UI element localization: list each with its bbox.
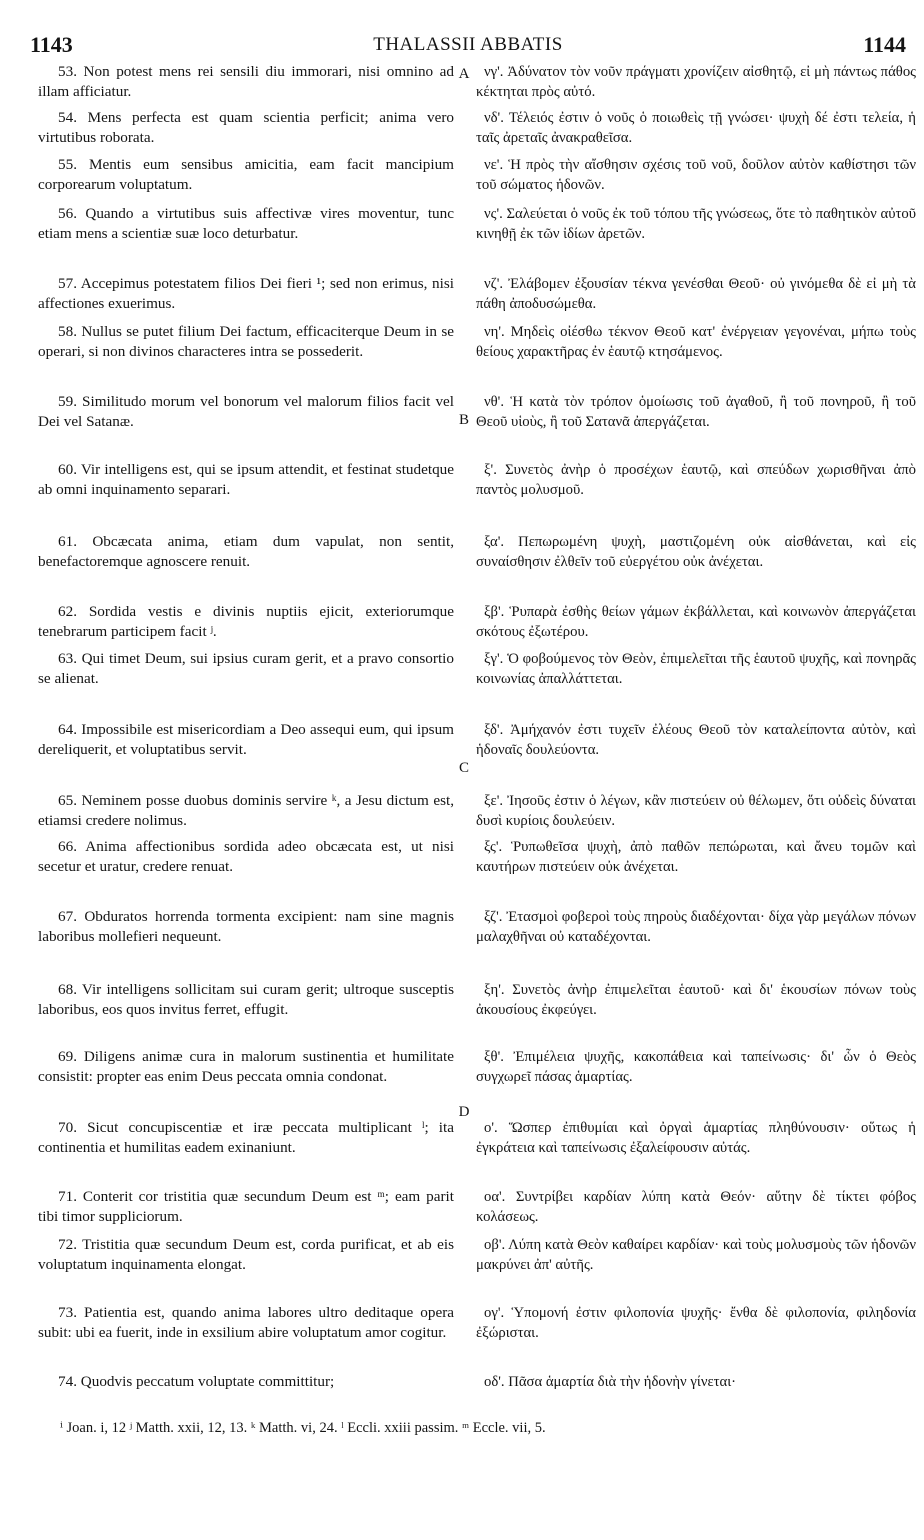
- greek-paragraph-68: ξη'. Συνετὸς ἀνὴρ ἐπιμελεῖται ἑαυτοῦ· καὶ δι' ἑκουσίων πόνων τοὺς ἀκουσίους ἐκφεύγει.: [476, 982, 916, 1019]
- running-title: THALASSII ABBATIS: [373, 34, 563, 55]
- greek-paragraph-55: νε'. Ἡ πρὸς τὴν αἴσθησιν σχέσις τοῦ νοῦ, δοῦλον αὐτὸν καθίστησι τῶν τοῦ σώματος ἡδονῶν.: [476, 157, 916, 194]
- greek-paragraph-62: ξβ'. Ῥυπαρὰ ἐσθὴς θείων γάμων ἐκβάλλεται, καὶ κοινωνὸν ἀπεργάζεται σκότους ἐξωτέρου.: [476, 604, 916, 641]
- latin-paragraph-56: 56. Quando a virtutibus suis affectivæ vires moventur, tunc etiam mens a scientiæ suæ loco deturbatur.: [38, 205, 454, 243]
- latin-paragraph-63: 63. Qui timet Deum, sui ipsius curam gerit, et a pravo consortio se alienat.: [38, 650, 454, 688]
- greek-paragraph-61: ξα'. Πεπωρωμένη ψυχὴ, μαστιζομένη οὐκ αἰσθάνεται, καὶ εἰς συναίσθησιν ἐλθεῖν τοῦ εὐεργέτου οὐκ ἀνέχεται.: [476, 534, 916, 571]
- latin-paragraph-72: 72. Tristitia quæ secundum Deum est, corda purificat, et ab eis voluptatum inquinamenta elongat.: [38, 1236, 454, 1274]
- latin-paragraph-73: 73. Patientia est, quando anima labores ultro deditaque opera subit: ubi ea fuerit, inde in exsilium abire voluptatum amor cogitur.: [38, 1304, 454, 1342]
- margin-letter-c: C: [458, 760, 469, 776]
- page-number-right: 1144: [863, 32, 906, 57]
- greek-paragraph-70: ο'. Ὥσπερ ἐπιθυμίαι καὶ ὀργαὶ ἁμαρτίας πληθύνουσιν· οὕτως ἡ ἐγκράτεια καὶ ταπείνωσις ἐξαλείφουσιν αὐτάς.: [476, 1120, 916, 1157]
- latin-paragraph-53: 53. Non potest mens rei sensili diu immorari, nisi omnino ad illam afficiatur.: [38, 63, 454, 101]
- greek-paragraph-53: νγ'. Ἀδύνατον τὸν νοῦν πράγματι χρονίζειν αἰσθητῷ, εἰ μὴ πάντως πάθος κέκτηται πρὸς αὐτό.: [476, 64, 916, 101]
- greek-paragraph-74: οδ'. Πᾶσα ἁμαρτία διὰ τὴν ἡδονὴν γίνεται·: [484, 1374, 737, 1390]
- margin-letter-a: A: [458, 66, 470, 82]
- greek-paragraph-64: ξδ'. Ἀμήχανόν ἐστι τυχεῖν ἐλέους Θεοῦ τὸν καταλείποντα αὐτὸν, καὶ ἡδοναῖς δουλεύοντα.: [476, 722, 916, 759]
- latin-paragraph-68: 68. Vir intelligens sollicitam sui curam gerit; ultroque susceptis laboribus, eos quos invitus ferret, effugit.: [38, 981, 454, 1019]
- latin-paragraph-58: 58. Nullus se putet filium Dei factum, efficaciterque Deum in se operari, si non divinos characteres intra se possederit.: [38, 323, 454, 361]
- latin-paragraph-61: 61. Obcæcata anima, etiam dum vapulat, non sentit, benefactoremque agnoscere renuit.: [38, 533, 454, 571]
- latin-paragraph-74: 74. Quodvis peccatum voluptate committitur;: [58, 1373, 335, 1390]
- margin-letter-b: B: [458, 412, 469, 428]
- latin-paragraph-60: 60. Vir intelligens est, qui se ipsum attendit, et festinat studetque ab omni inquinamento separari.: [38, 461, 454, 499]
- latin-paragraph-65: 65. Neminem posse duobus dominis servire ᵏ, a Jesu dictum est, etiamsi credere nolimus.: [38, 792, 454, 830]
- greek-paragraph-72: οβ'. Λύπη κατὰ Θεὸν καθαίρει καρδίαν· καὶ τοὺς μολυσμοὺς τῶν ἡδονῶν μακρύνει ἀπ' αὐτῆς.: [476, 1237, 916, 1274]
- page-number-left: 1143: [30, 32, 73, 57]
- greek-paragraph-59: νθ'. Ἡ κατὰ τὸν τρόπον ὁμοίωσις τοῦ ἀγαθοῦ, ἢ τοῦ πονηροῦ, ἢ τοῦ Θεοῦ υἱοὺς, ἢ τοῦ Σατανᾶ ἀπεργάζεται.: [476, 394, 916, 431]
- latin-paragraph-59: 59. Similitudo morum vel bonorum vel malorum filios facit vel Dei vel Satanæ.: [38, 393, 454, 431]
- greek-paragraph-66: ξς'. Ῥυπωθεῖσα ψυχὴ, ἀπὸ παθῶν πεπώρωται, καὶ ἄνευ τομῶν καὶ καυτήρων πιστεύειν οὐκ ἀνέχεται.: [476, 839, 916, 876]
- page-header: [30, 32, 906, 62]
- margin-letter-d: D: [458, 1104, 470, 1120]
- greek-paragraph-71: οα'. Συντρίβει καρδίαν λύπη κατὰ Θεόν· αὕτην δὲ τίκτει φόβος κολάσεως.: [476, 1189, 916, 1226]
- latin-paragraph-62: 62. Sordida vestis e divinis nuptiis ejicit, exteriorumque tenebrarum participem facit ʲ.: [38, 603, 454, 641]
- greek-paragraph-57: νζ'. Ἐλάβομεν ἐξουσίαν τέκνα γενέσθαι Θεοῦ· οὐ γινόμεθα δὲ εἰ μὴ τὰ πάθη ἀποδυσώμεθα.: [476, 276, 916, 313]
- greek-paragraph-63: ξγ'. Ὁ φοβούμενος τὸν Θεὸν, ἐπιμελεῖται τῆς ἑαυτοῦ ψυχῆς, καὶ πονηρᾶς κοινωνίας ἀπαλλάττεται.: [476, 651, 916, 688]
- greek-paragraph-58: νη'. Μηδεὶς οἰέσθω τέκνον Θεοῦ κατ' ἐνέργειαν γεγονέναι, μήπω τοὺς θείους χαρακτῆρας ἐν ἑαυτῷ κτησάμενος.: [476, 324, 916, 361]
- latin-paragraph-71: 71. Conterit cor tristitia quæ secundum Deum est ᵐ; eam parit tibi timor suppliciorum.: [38, 1188, 454, 1226]
- latin-paragraph-64: 64. Impossibile est misericordiam a Deo assequi eum, qui ipsum dereliquerit, et voluptatibus servit.: [38, 721, 454, 759]
- latin-paragraph-57: 57. Accepimus potestatem filios Dei fieri ¹; sed non erimus, nisi affectiones exuerimus.: [38, 275, 454, 313]
- latin-paragraph-54: 54. Mens perfecta est quam scientia perficit; anima vero virtutibus roborata.: [38, 109, 454, 147]
- latin-paragraph-55: 55. Mentis eum sensibus amicitia, eam facit mancipium corporearum voluptatum.: [38, 156, 454, 194]
- greek-paragraph-67: ξζ'. Ἐτασμοὶ φοβεροὶ τοὺς πηροὺς διαδέχονται· δίχα γὰρ μεγάλων πόνων μαλαχθῆναι οὐ καταδέχονται.: [476, 909, 916, 946]
- latin-paragraph-69: 69. Diligens animæ cura in malorum sustinentia et humilitate consistit: propter eas enim Deus peccata omnia condonat.: [38, 1048, 454, 1086]
- greek-paragraph-54: νδ'. Τέλειός ἐστιν ὁ νοῦς ὁ ποιωθεὶς τῇ γνώσει· ψυχὴ δέ ἐστι τελεία, ἡ ταῖς ἀρεταῖς ἀνακραθεῖσα.: [476, 110, 916, 147]
- greek-paragraph-65: ξε'. Ἰησοῦς ἐστιν ὁ λέγων, κἂν πιστεύειν οὐ θέλωμεν, ὅτι οὐδεὶς δύναται δυσὶ κυρίοις δουλεύειν.: [476, 793, 916, 830]
- greek-paragraph-69: ξθ'. Ἐπιμέλεια ψυχῆς, κακοπάθεια καὶ ταπείνωσις· δι' ὧν ὁ Θεὸς συγχωρεῖ πάσας ἁμαρτίας.: [476, 1049, 916, 1086]
- greek-paragraph-73: ογ'. Ὑπομονή ἐστιν φιλοπονία ψυχῆς· ἔνθα δὲ φιλοπονία, φιληδονία ἐξώρισται.: [476, 1305, 916, 1342]
- latin-paragraph-70: 70. Sicut concupiscentiæ et iræ peccata multiplicant ˡ; ita continentia et humilitas eadem exinaniunt.: [38, 1119, 454, 1157]
- latin-paragraph-67: 67. Obduratos horrenda tormenta excipient: nam sine magnis laboribus mollefieri nequeunt.: [38, 908, 454, 946]
- greek-paragraph-56: νς'. Σαλεύεται ὁ νοῦς ἐκ τοῦ τόπου τῆς γνώσεως, ὅτε τὸ παθητικὸν αὐτοῦ κινηθῇ ἐκ τῶν ἰδίων ἀρετῶν.: [476, 206, 916, 243]
- latin-paragraph-66: 66. Anima affectionibus sordida adeo obcæcata est, ut nisi secetur et uratur, credere renuat.: [38, 838, 454, 876]
- greek-paragraph-60: ξ'. Συνετὸς ἀνὴρ ὁ προσέχων ἑαυτῷ, καὶ σπεύδων χωρισθῆναι ἀπὸ παντὸς μολυσμοῦ.: [476, 462, 916, 499]
- footnotes: ⁱ Joan. i, 12 ʲ Matth. xxii, 12, 13. ᵏ Matth. vi, 24. ˡ Eccli. xxiii passim. ᵐ Eccle. vii, 5.: [60, 1420, 546, 1436]
